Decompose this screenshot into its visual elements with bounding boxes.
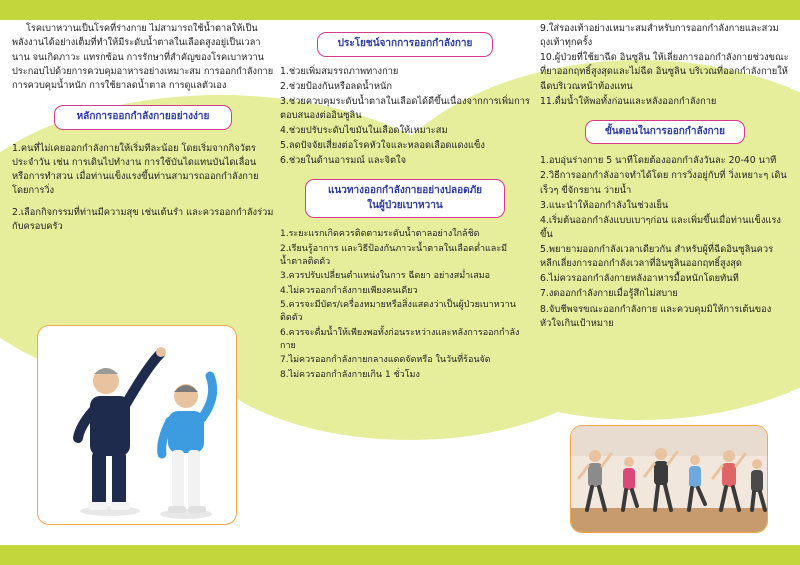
section-heading-simple-exercise: หลักการออกกำลังกายอย่างง่าย [54,105,232,130]
left-column [12,22,274,236]
list-item: 6.ไม่ควรออกกำลังกายหลังอาหารมื้อหนักโดยทันที [540,273,739,285]
right-column [540,22,790,332]
safety-heading-line1: แนวทางออกกำลังกายอย่างปลอดภัย [327,185,483,197]
elderly-stretching-photo [37,325,237,525]
section-heading-safety [305,179,505,218]
list-item: 4.เริ่มต้นออกกำลังแบบเบาๆก่อน และเพิ่มขึ้นเมื่อท่านแข็งแรงขึ้น [540,214,781,240]
safety-list [280,228,530,381]
stretching-illustration [38,326,237,525]
list-item: 5.พยายามออกกำลังเวลาเดียวกัน สำหรับผู้ที่ฉีดอินซูลินควรหลีกเลี่ยงการออกกำลังเวลาที่อินซูลินออกฤทธิ์สูงสุด [540,244,774,270]
bottom-color-band [0,545,800,565]
list-item: 8.จับชีพจรขณะออกกำลังกาย และควบคุมมิให้การเต้นของหัวใจเกินเป้าหมาย [540,303,772,329]
list-item: 4.ช่วยปรับระดับไขมันในเลือดให้เหมาะสม [280,125,448,136]
middle-column [280,22,530,383]
list-item: 1.ช่วยเพิ่มสมรรถภาพทางกาย [280,65,399,77]
list-item: 7.ไม่ควรออกกำลังกายกลางแดดจัดหรือ ในวันที่ร้อนจัด [280,355,491,366]
list-item: 2.วิธีการออกกำลังอาจทำได้โดย การวิ่งอยู่กับที่ วิ่งเหยาะๆ เดินเร็วๆ ขี่จักรยาน ว่ายน้ำ [540,170,787,196]
benefits-list [280,65,530,169]
list-item: 2.เลือกกิจกรรมที่ท่านมีความสุข เช่นเต้นรำ และควรออกกำลังร่วมกับครอบครัว [12,207,274,233]
list-item: 11.ดื่มน้ำให้พอทั้งก่อนและหลังออกกำลังกาย [540,95,717,107]
exercise-steps-list [540,154,790,331]
list-item: 10.ผู้ป่วยที่ใช้ยาฉีด อินซูลิน ให้เลี่ยงการออกกำลังกายช่วงขณะที่ยาออกฤทธิ์สูงสุดและไม่ฉีด อินซูลิน บริเวณที่ออกกำลังกายให้ฉีดบริเวณหน้าท้องแทน [540,52,789,92]
aerobics-illustration [571,426,768,533]
list-item: 3.ช่วยควบคุมระดับน้ำตาลในเลือดได้ดีขึ้นเนื่องจากการเพิ่มการตอบสนองต่ออินซูลิน [280,95,530,121]
list-item: 3.แนะนำให้ออกกำลังในช่วงเย็น [540,199,669,211]
list-item: 6.ควรจะดื่มน้ำให้เพียงพอทั้งก่อนระหว่างและหลังการออกกำลังกาย [280,327,520,351]
list-item: 2.ช่วยป้องกันหรือลดน้ำหนัก [280,80,392,92]
list-item: 5.ลดปัจจัยเสี่ยงต่อโรคหัวใจและหลอดเลือดแดงแข็ง [280,140,485,152]
list-item: 5.ควรจะมีบัตร/เครื่องหมายหรือสิ่งแสดงว่าเป็นผู้ป่วยเบาหวานติดตัว [280,299,516,324]
list-item: 1.อบอุ่นร่างกาย 5 นาทีโดยต้องออกกำลังวันละ 20-40 นาที [540,155,777,167]
simple-exercise-list [12,142,274,235]
list-item: 9.ใส่รองเท้าอย่างเหมาะสมสำหรับการออกกำลังกายและสวมถุงเท้าทุกครั้ง [540,23,779,49]
list-item: 1.คนที่ไม่เคยออกกำลังกายให้เริ่มทีละน้อย โดยเริ่มจากกิจวัตรประจำวัน เช่น การเดินไปทำงาน การใช้บันไดแทนบันไดเลื่อน หรือการทำสวน เมื่อท่านแข็งแรงขึ้นท่านสามารถออกกำลังกายโดยการวิ่ง [12,142,259,197]
list-item: 2.เรียนรู้อาการ และวิธีป้องกันภาวะน้ำตาลในเลือดต่ำและมีน้ำตาลติดตัว [280,243,508,267]
list-item: 4.ไม่ควรออกกำลังกายเพียงคนเดียว [280,285,418,296]
list-item: 3.ควรปรับเปลี่ยนตำแหน่งในการ ฉีดยา อย่างสม่ำเสมอ [280,271,491,282]
aerobics-class-photo [570,425,768,533]
list-item: 7.งดออกกำลังกายเมื่อรู้สึกไม่สบาย [540,288,678,300]
section-heading-benefits: ประโยชน์จากการออกกำลังกาย [317,32,493,57]
top-color-band [0,0,800,20]
safety-heading-line2: ในผู้ป่วยเบาหวาน [367,199,443,211]
list-item: 8.ไม่ควรออกกำลังกายเกิน 1 ชั่วโมง [280,369,420,380]
list-item: 1.ระยะแรกเกิดควรติดตามระดับน้ำตาลอย่างใกล้ชิด [280,229,480,240]
safety-list-continued [540,22,790,109]
intro-paragraph: โรคเบาหวานเป็นโรคที่ร่างกาย ไม่สามารถใช้น้ำตาลให้เป็นพลังงานได้อย่างเต็มที่ทำให้มีระดับน้ำตาลในเลือดสูงอยู่เป็นเวลานาน จนเกิดภาวะ แทรกซ้อน การรักษาที่สำคัญของโรคเบาหวานประกอบไปด้วยการควบคุมอาหารอย่างเหมาะสม การออกกำลังกาย การควบคุมน้ำหนัก การใช้ยาลดน้ำตาล การดูแลตัวเอง [12,23,274,91]
list-item: 6.ช่วยในด้านอารมณ์ และจิตใจ [280,155,407,167]
section-heading-steps: ขั้นตอนในการออกกำลังกาย [585,120,745,145]
